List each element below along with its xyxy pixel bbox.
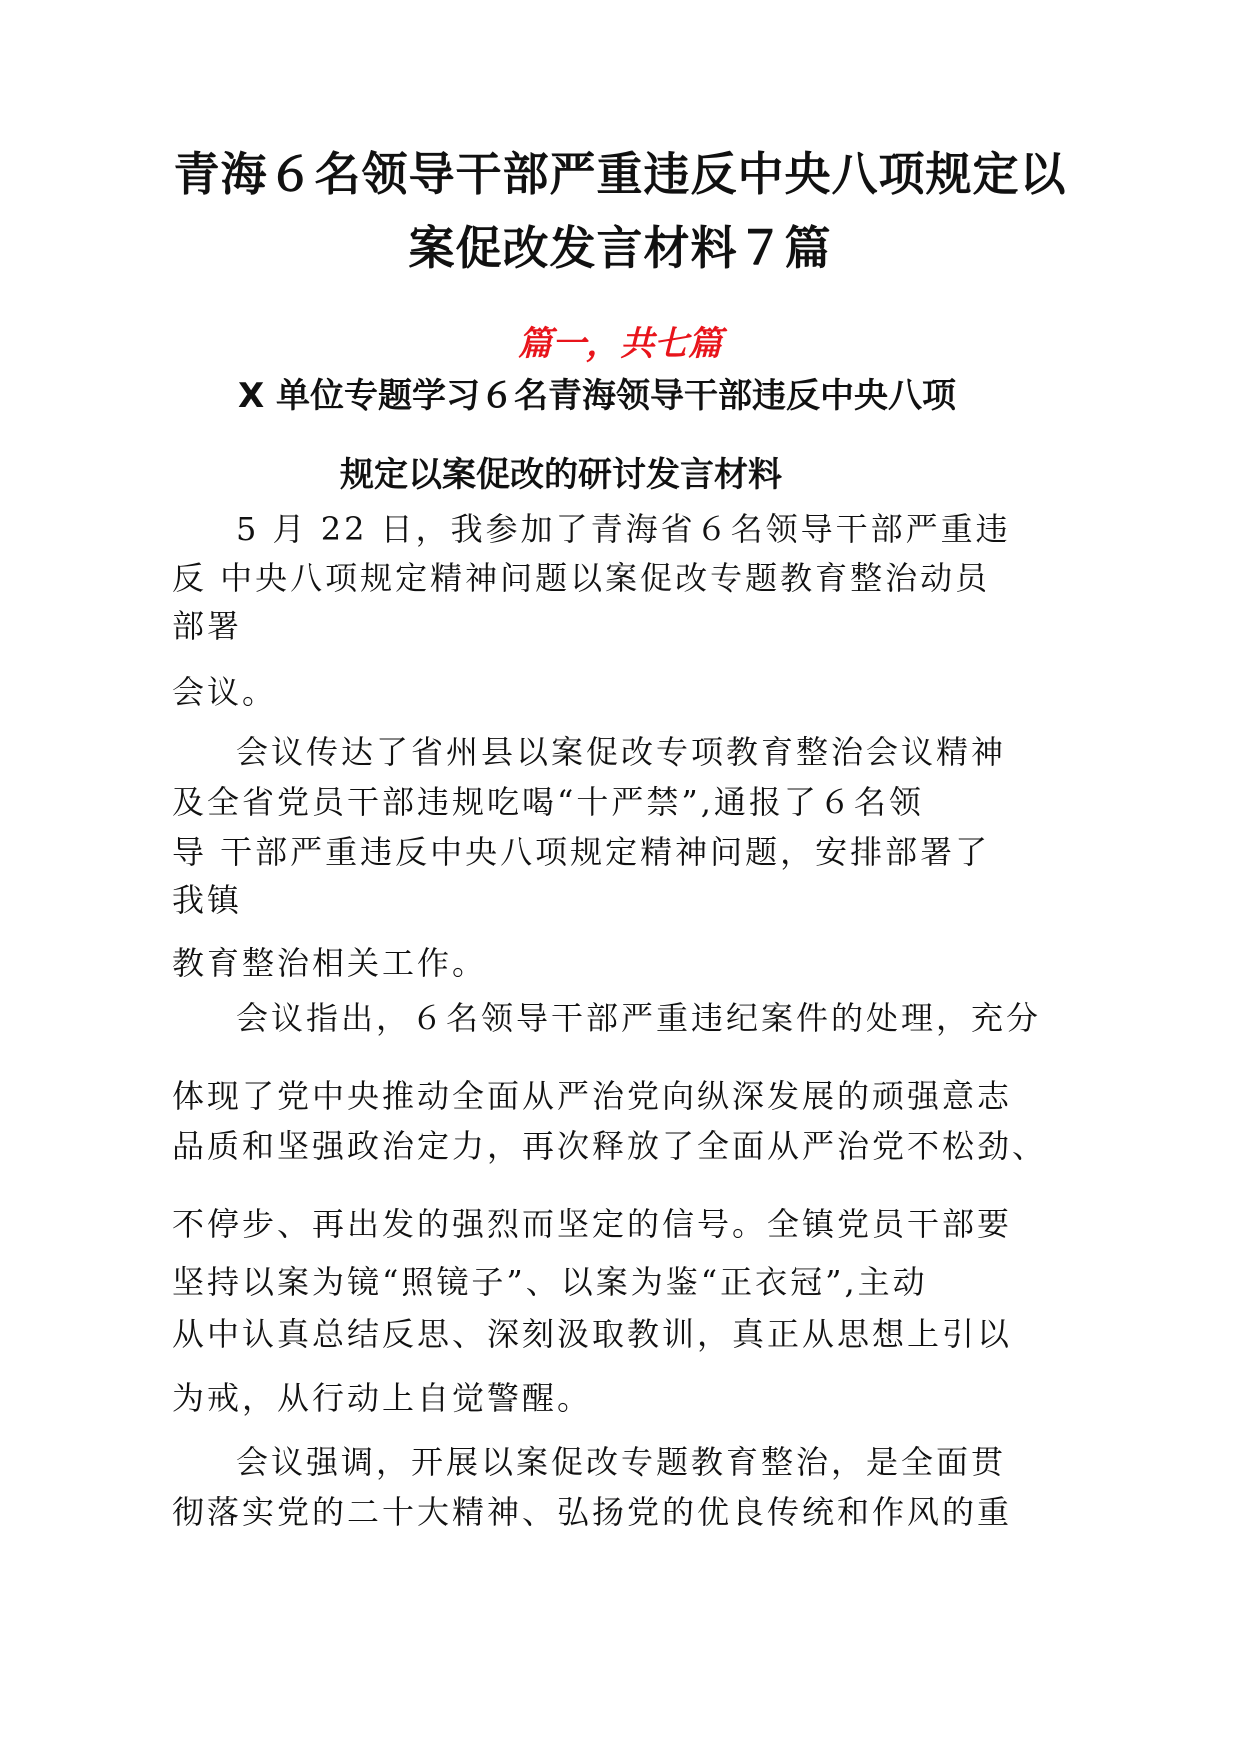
body-line: 会议传达了省州县以案促改专项教育整治会议精神 (236, 733, 1007, 771)
body-line: 彻落实党的二十大精神、弘扬党的优良传统和作风的重 (172, 1493, 1013, 1531)
subtitle-line-2: 规定以案促改的研讨发言材料 (340, 455, 782, 495)
body-line: 我镇 (172, 881, 243, 919)
section-label: 篇一，共七篇 (518, 324, 722, 364)
subtitle-line-1: X 单位专题学习６名青海领导干部违反中央八项 (238, 376, 957, 416)
body-line: 体现了党中央推动全面从严治党向纵深发展的顽强意志 (172, 1077, 1013, 1115)
body-line: 不停步、再出发的强烈而坚定的信号。全镇党员干部要 (172, 1205, 1013, 1243)
body-line: 会议强调，开展以案促改专题教育整治，是全面贯 (236, 1443, 1007, 1481)
body-line: 5 月 22 日，我参加了青海省６名领导干部严重违 (236, 510, 1011, 548)
body-line: 会议。 (172, 673, 278, 711)
body-line: 品质和坚强政治定力，再次释放了全面从严治党不松劲、 (172, 1127, 1048, 1165)
document-title-line-2: 案促改发言材料７篇 (408, 221, 832, 275)
body-line: 反 中央八项规定精神问题以案促改专题教育整治动员 (172, 559, 991, 597)
body-line: 从中认真总结反思、深刻汲取教训，真正从思想上引以 (172, 1315, 1013, 1353)
body-line: 导 干部严重违反中央八项规定精神问题，安排部署了 (172, 833, 991, 871)
document-title-line-1: 青海６名领导干部严重违反中央八项规定以 (173, 147, 1067, 201)
body-line: 部署 (172, 607, 243, 645)
body-line: 会议指出，６名领导干部严重违纪案件的处理，充分 (236, 999, 1042, 1037)
body-line: 为戒，从行动上自觉警醒。 (172, 1379, 593, 1417)
body-line: 坚持以案为镜“照镜子”、以案为鉴“正衣冠”,主动 (172, 1263, 928, 1301)
body-line: 及全省党员干部违规吃喝“十严禁”,通报了６名领 (172, 783, 924, 821)
body-line: 教育整治相关工作。 (172, 944, 488, 982)
